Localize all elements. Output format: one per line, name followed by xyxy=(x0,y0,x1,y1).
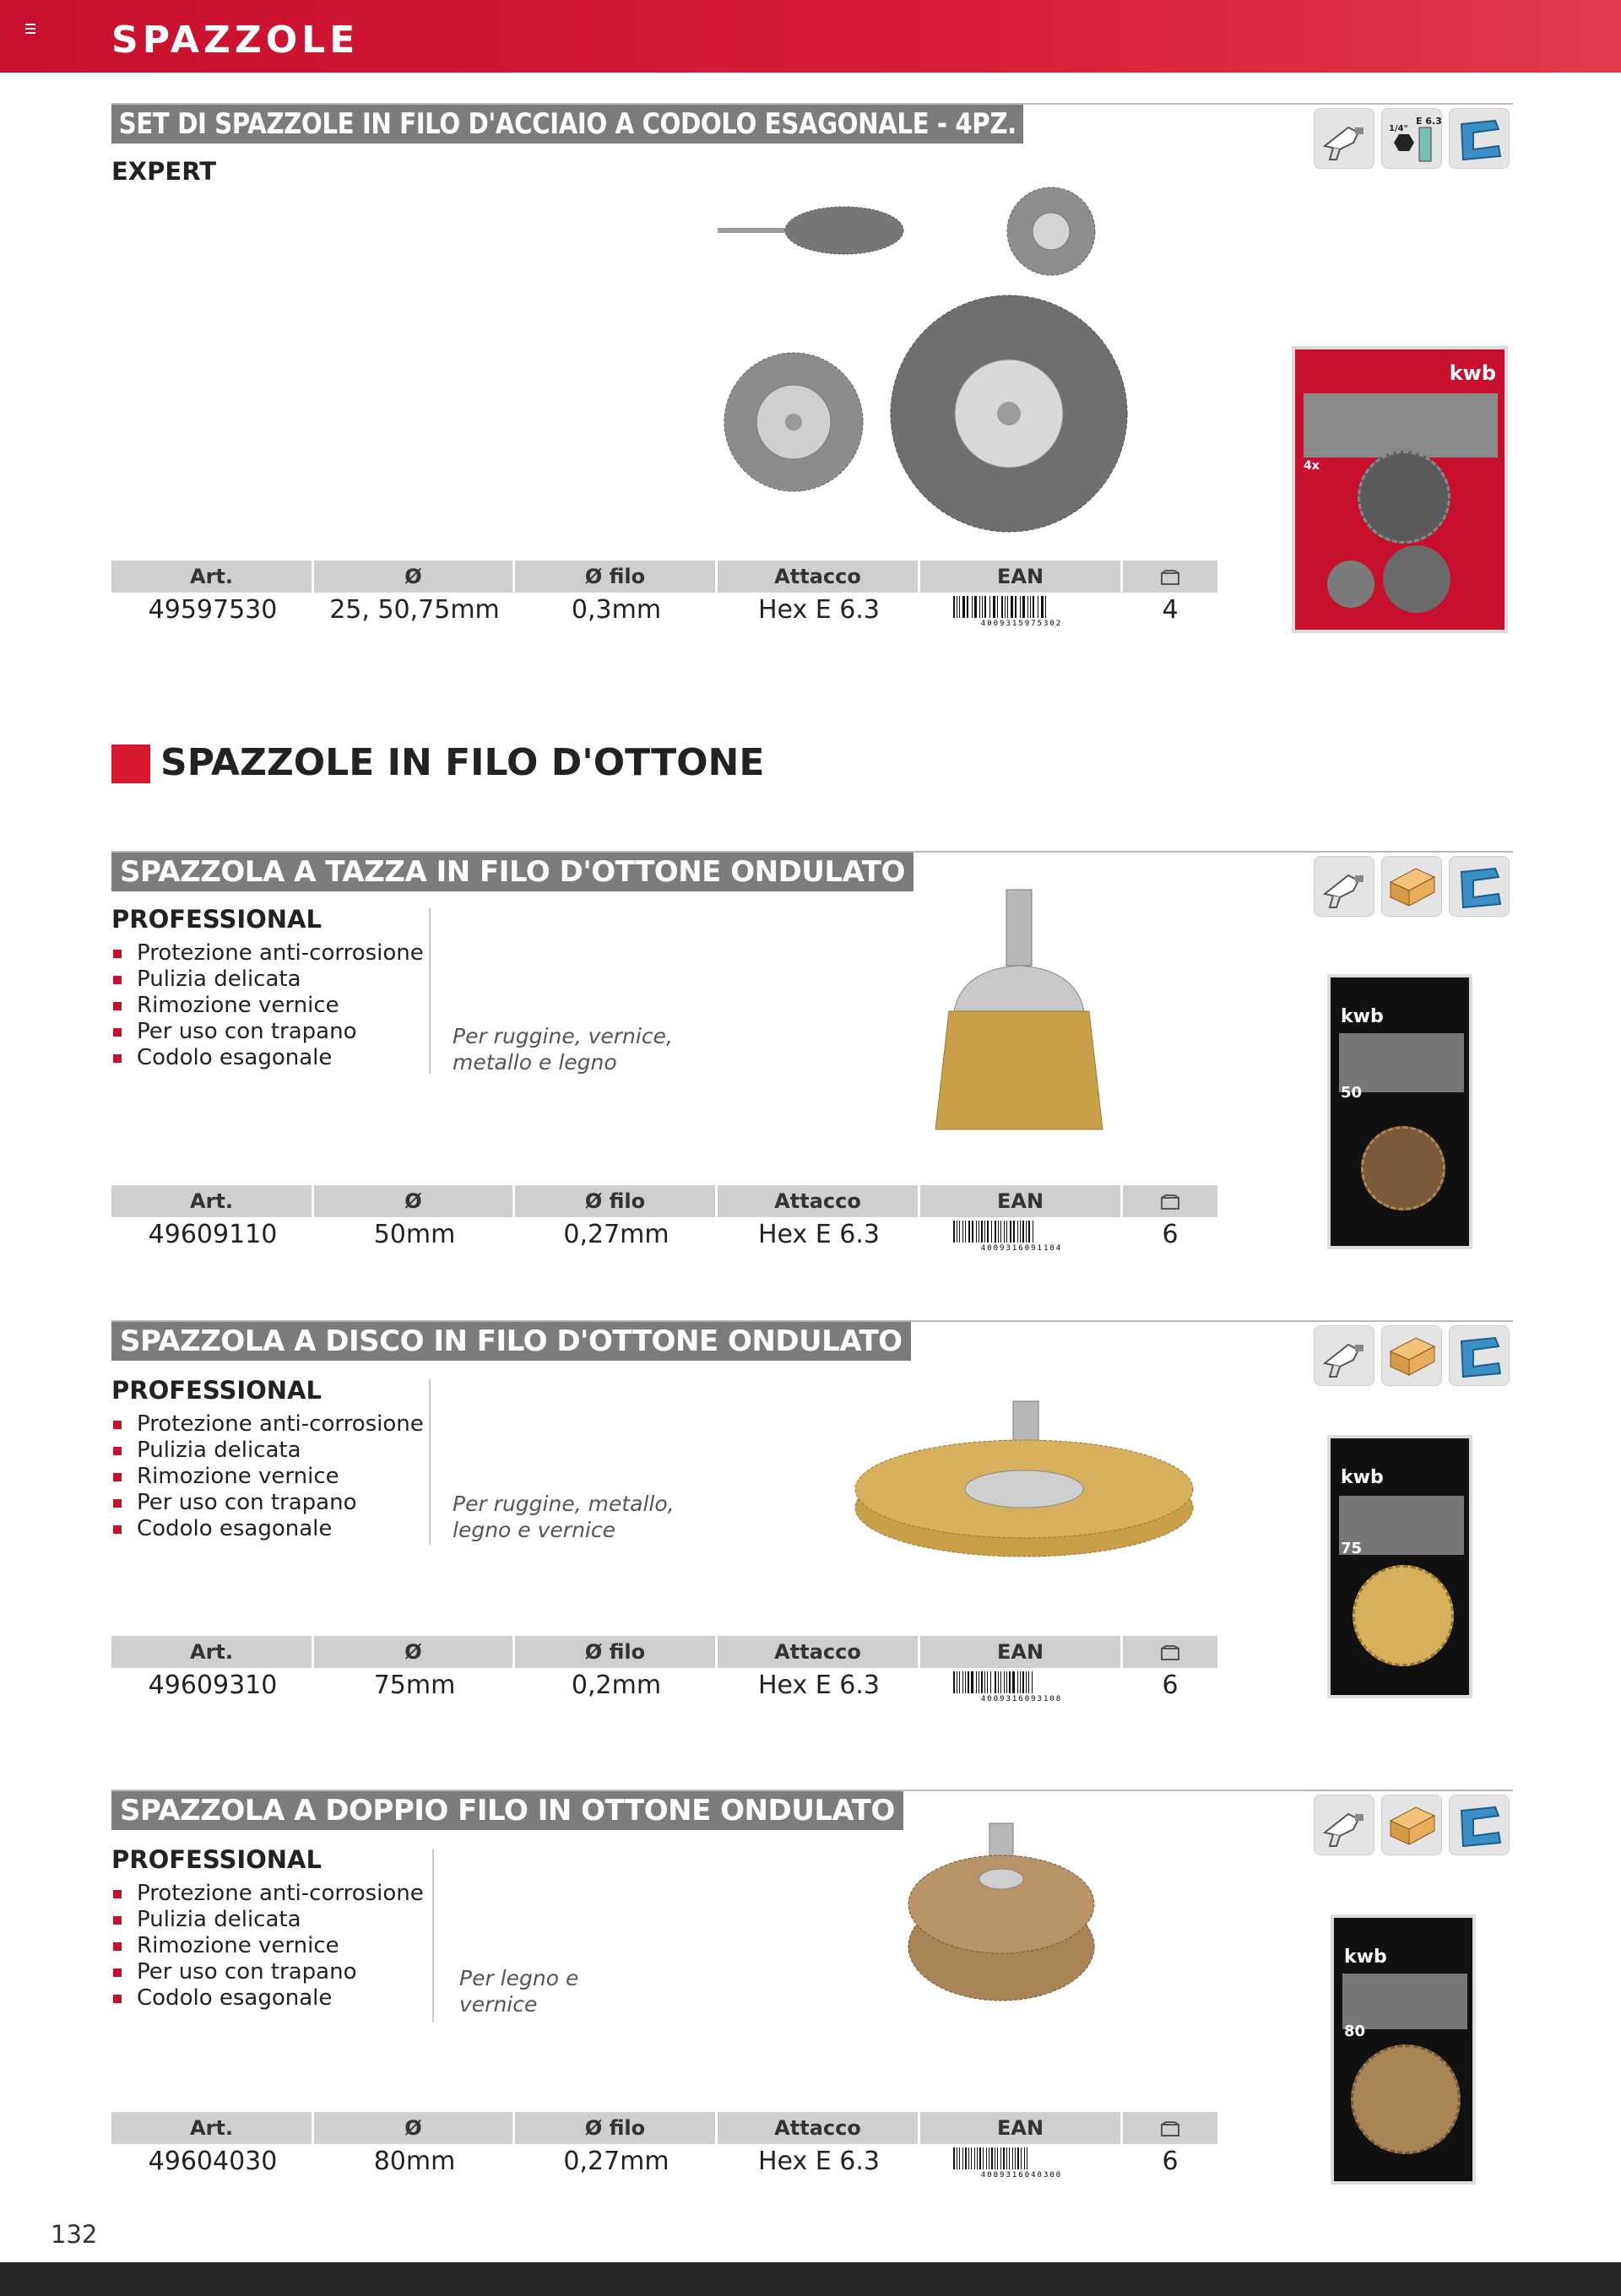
packaging-size: 75 xyxy=(1341,1540,1363,1557)
cell-pack: 6 xyxy=(1162,2147,1179,2176)
cup-brush-image xyxy=(912,885,1131,1138)
cell-diameter: 80mm xyxy=(373,2147,456,2176)
ean-digits: 4009316040300 xyxy=(980,2170,1063,2178)
product-title: SPAZZOLA A DOPPIO FILO IN OTTONE ONDULATO xyxy=(111,1791,903,1830)
cell-ean xyxy=(920,1217,1123,1253)
list-item: Pulizia delicata xyxy=(111,967,424,993)
cell-diameter: 50mm xyxy=(373,1220,456,1249)
packaging-brand: kwb xyxy=(1341,1006,1384,1027)
cell-wire: 0,27mm xyxy=(563,1220,670,1249)
col-ean: EAN xyxy=(920,560,1123,593)
metal-profile-icon xyxy=(1449,1325,1510,1386)
drill-icon xyxy=(1314,108,1374,169)
top-header-bar xyxy=(0,0,1621,73)
table-row xyxy=(111,593,1217,628)
hex-inch-label: 1/4" xyxy=(1389,124,1408,133)
bottom-bar xyxy=(0,2262,1621,2296)
usage-note: Per ruggine, vernice, metallo e legno xyxy=(453,1024,673,1075)
spec-table xyxy=(111,1185,1217,1253)
double-wire-brush-image xyxy=(900,1820,1103,2006)
product-grade: PROFESSIONAL xyxy=(111,1845,322,1874)
packaging-brand: kwb xyxy=(1449,361,1496,385)
usage-note: Per ruggine, metallo, legno e vernice xyxy=(453,1492,675,1542)
wood-icon xyxy=(1381,1795,1442,1855)
metal-profile-icon xyxy=(1449,856,1510,917)
cell-attachment: Hex E 6.3 xyxy=(758,1671,880,1700)
box-icon xyxy=(1123,1636,1217,1668)
product-title: SPAZZOLA A DISCO IN FILO D'OTTONE ONDULATO xyxy=(111,1322,911,1361)
metal-profile-icon xyxy=(1449,108,1510,169)
product-title: SET DI SPAZZOLE IN FILO D'ACCIAIO A CODOLO ESAGONALE - 4PZ. xyxy=(111,105,1023,144)
vertical-divider xyxy=(429,908,431,1074)
metal-profile-icon xyxy=(1449,1795,1510,1855)
spec-table-header: Art. Ø Ø filo Attacco EAN xyxy=(111,2112,1217,2144)
list-item: Codolo esagonale xyxy=(111,1516,424,1542)
col-diameter: Ø xyxy=(314,560,515,593)
list-item: Codolo esagonale xyxy=(111,1985,424,2012)
packaging-size: 80 xyxy=(1344,2023,1366,2040)
packaging-image xyxy=(1327,1435,1472,1698)
cell-art: 49609310 xyxy=(148,1671,278,1700)
product-grade: EXPERT xyxy=(111,157,217,186)
spec-table xyxy=(111,2112,1217,2180)
cell-art: 49609110 xyxy=(148,1220,278,1249)
cell-art: 49604030 xyxy=(148,2147,278,2176)
packaging-brand: kwb xyxy=(1344,1947,1387,1968)
list-item: Protezione anti-corrosione xyxy=(111,1411,424,1438)
feature-list xyxy=(111,940,424,1071)
cell-pack: 4 xyxy=(1162,595,1179,625)
ean-digits: 4009316091104 xyxy=(980,1243,1063,1251)
cell-attachment: Hex E 6.3 xyxy=(758,2147,880,2176)
feature-list xyxy=(111,1411,424,1542)
spec-table-header: Art. Ø Ø filo Attacco EAN xyxy=(111,1636,1217,1668)
ean-barcode xyxy=(951,1671,1092,1702)
ean-barcode xyxy=(951,596,1092,626)
steel-brush-set-image xyxy=(709,169,1131,540)
packaging-image xyxy=(1331,1914,1476,2185)
disc-brush-image xyxy=(851,1398,1197,1600)
hex-shank-icon xyxy=(1381,108,1442,169)
spec-table xyxy=(111,1636,1217,1703)
col-attachment: Attacco xyxy=(718,560,920,593)
drill-icon xyxy=(1314,1795,1374,1855)
vertical-divider xyxy=(432,1849,434,2023)
cell-ean xyxy=(920,593,1123,628)
list-item: Rimozione vernice xyxy=(111,993,424,1019)
feature-list xyxy=(111,1881,424,2012)
cell-attachment: Hex E 6.3 xyxy=(758,1220,880,1249)
section-title: SPAZZOLE IN FILO D'OTTONE xyxy=(160,741,765,784)
cell-wire: 0,3mm xyxy=(571,595,662,625)
box-icon xyxy=(1123,2112,1217,2144)
list-item: Codolo esagonale xyxy=(111,1045,424,1071)
cell-pack: 6 xyxy=(1162,1220,1179,1249)
hex-size-label: E 6.3 xyxy=(1416,116,1442,127)
list-item: Protezione anti-corrosione xyxy=(111,940,424,967)
list-item: Pulizia delicata xyxy=(111,1438,424,1464)
table-row xyxy=(111,1668,1217,1703)
spec-table xyxy=(111,560,1217,628)
cell-ean xyxy=(920,2144,1123,2180)
ean-barcode xyxy=(951,1221,1092,1251)
ean-digits: 4009315975302 xyxy=(980,619,1063,626)
list-item: Per uso con trapano xyxy=(111,1490,424,1516)
box-icon xyxy=(1123,1185,1217,1217)
list-item: Protezione anti-corrosione xyxy=(111,1881,424,1907)
col-art: Art. xyxy=(111,560,314,593)
cell-diameter: 25, 50,75mm xyxy=(329,595,500,625)
packaging-brand: kwb xyxy=(1341,1467,1384,1488)
table-row xyxy=(111,2144,1217,2180)
col-wire: Ø filo xyxy=(515,560,718,593)
list-item: Pulizia delicata xyxy=(111,1907,424,1933)
vertical-divider xyxy=(429,1379,431,1545)
cell-attachment: Hex E 6.3 xyxy=(758,595,880,625)
usage-note: Per legno e vernice xyxy=(459,1966,579,2017)
cell-pack: 6 xyxy=(1162,1671,1179,1700)
product-grade: PROFESSIONAL xyxy=(111,905,322,934)
packaging-size: 50 xyxy=(1341,1084,1363,1102)
page-number: 132 xyxy=(51,2220,98,2249)
list-item: Per uso con trapano xyxy=(111,1019,424,1045)
spec-table-header xyxy=(111,560,1217,593)
ean-barcode xyxy=(951,2147,1092,2178)
cell-art: 49597530 xyxy=(148,595,278,625)
drill-icon xyxy=(1314,856,1374,917)
drill-icon xyxy=(1314,1325,1374,1386)
cell-wire: 0,27mm xyxy=(563,2147,670,2176)
page-category-title: SPAZZOLE xyxy=(111,19,360,62)
product-title: SPAZZOLA A TAZZA IN FILO D'OTTONE ONDULATO xyxy=(111,853,914,891)
cell-wire: 0,2mm xyxy=(571,1671,662,1700)
cell-diameter: 75mm xyxy=(373,1671,456,1700)
ean-digits: 4009316093108 xyxy=(980,1694,1063,1702)
cell-ean xyxy=(920,1668,1123,1703)
list-item: Per uso con trapano xyxy=(111,1959,424,1985)
menu-icon[interactable] xyxy=(25,24,39,35)
packaging-image xyxy=(1327,974,1472,1249)
product-grade: PROFESSIONAL xyxy=(111,1376,322,1405)
wood-icon xyxy=(1381,1325,1442,1386)
wood-icon xyxy=(1381,856,1442,917)
spec-table-header: Art. Ø Ø filo Attacco EAN xyxy=(111,1185,1217,1217)
list-item: Rimozione vernice xyxy=(111,1464,424,1490)
packaging-count: 4x xyxy=(1304,459,1320,473)
table-row xyxy=(111,1217,1217,1253)
box-icon xyxy=(1123,560,1217,593)
packaging-image xyxy=(1292,346,1508,633)
list-item: Rimozione vernice xyxy=(111,1933,424,1959)
section-marker xyxy=(111,745,150,783)
